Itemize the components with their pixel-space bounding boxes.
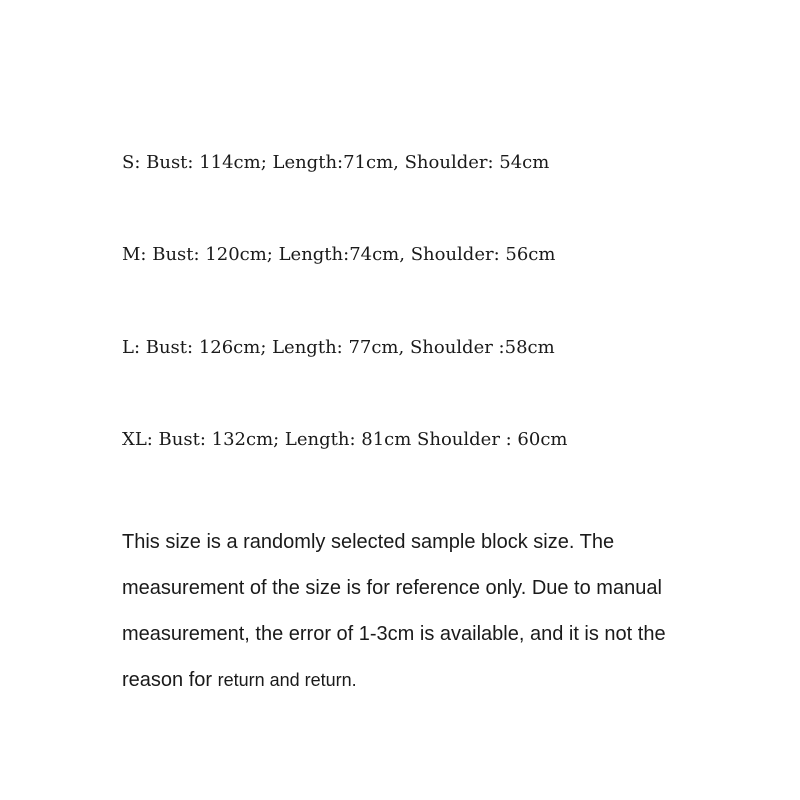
size-l-measurements: L: Bust: 126cm; Length: 77cm, Shoulder :58cm	[122, 337, 555, 358]
size-xl-measurements: XL: Bust: 132cm; Length: 81cm Shoulder : 60cm	[122, 429, 568, 450]
disclaimer-line-1: This size is a randomly selected sample block size. The	[122, 531, 615, 553]
disclaimer-line-4	[122, 657, 742, 703]
size-s-measurements: S: Bust: 114cm; Length:71cm, Shoulder: 54cm	[122, 152, 550, 173]
disclaimer-line-3: measurement, the error of 1-3cm is available, and it is not the	[122, 623, 666, 645]
measurement-disclaimer	[122, 519, 742, 703]
disclaimer-line-4-start: reason for	[122, 669, 218, 691]
disclaimer-line-4-end: return and return.	[217, 670, 357, 690]
size-m-measurements: M: Bust: 120cm; Length:74cm, Shoulder: 56cm	[122, 244, 556, 265]
disclaimer-line-2: measurement of the size is for reference only. Due to manual	[122, 577, 662, 599]
